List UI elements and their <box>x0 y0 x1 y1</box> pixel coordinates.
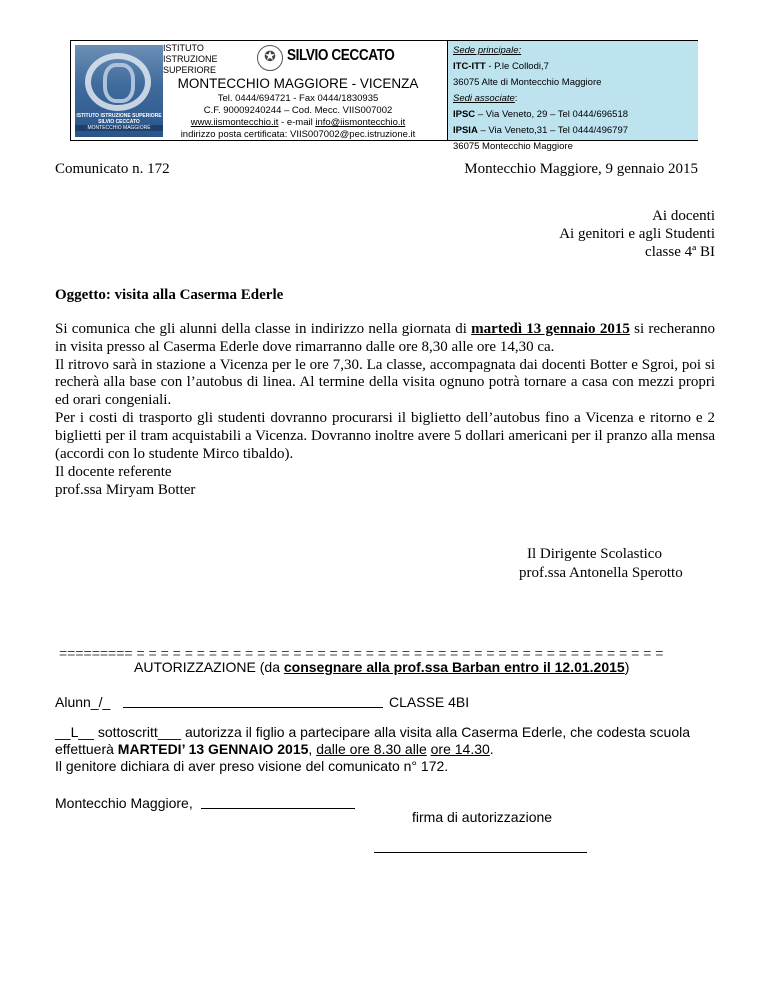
alunno-label: Alunn_/_ <box>55 694 111 710</box>
place-date: Montecchio Maggiore, 9 gennaio 2015 <box>464 161 698 177</box>
signature-field[interactable] <box>374 852 587 853</box>
recipient-line: Ai genitori e agli Studenti <box>559 226 715 242</box>
school-phone: Tel. 0444/694721 - Fax 0444/1830935 <box>217 93 379 104</box>
paragraph: Si comunica che gli alunni della classe in indirizzo nella giornata di martedì 13 gennaio 2015 si recheranno in visita presso al Caserma Ederle dove rimarranno dalle ore 8,30 alle ore 14,30 ca. <box>55 321 716 355</box>
itc-city: 36075 Alte di Montecchio Maggiore <box>453 77 602 88</box>
school-town: MONTECCHIO MAGGIORE - VICENZA <box>177 76 419 91</box>
ipsia-city: 36075 Montecchio Maggiore <box>453 141 573 152</box>
school-contacts <box>163 117 433 129</box>
sedi-panel: Sede principale: ITC-ITT - P.le Collodi,7 36075 Alte di Montecchio Maggiore Sedi associate: IPSC – Via Veneto, 29 – Tel 0444/696518 IPSIA – Via Veneto,31 – Tel 0444/496797 36075 Montecchio Maggiore <box>447 41 698 140</box>
letterhead <box>70 40 698 152</box>
school-logo <box>75 45 163 137</box>
istituto-line: ISTRUZIONE <box>163 54 218 64</box>
visit-date: martedì 13 gennaio 2015 <box>471 321 630 337</box>
ipsia-address: – Via Veneto,31 – Tel 0444/496797 <box>477 125 629 136</box>
logo-caption: ISTITUTO ISTRUZIONE SUPERIORE SILVIO CECCATO <box>76 113 162 125</box>
ipsc-address: – Via Veneto, 29 – Tel 0444/696518 <box>475 109 629 120</box>
communication-number: Comunicato n. 172 <box>55 161 170 177</box>
school-cf: C.F. 90009240244 – Cod. Mecc. VIIS007002 <box>203 105 393 116</box>
form-deadline: consegnare alla prof.ssa Barban entro il 12.01.2015 <box>283 659 625 675</box>
istituto-line: ISTITUTO <box>163 43 204 53</box>
separator-line: ========= = = = = = = = = = = = = = = = = = = = = = = = = = = = = = = = = = = = = = = = = = = = = <box>59 645 664 661</box>
place-label: Montecchio Maggiore, <box>55 795 193 811</box>
email-link[interactable]: info@iismontecchio.it <box>315 117 406 128</box>
authorization-text <box>55 724 690 775</box>
authorization-line: effettuerà MARTEDI’ 13 GENNAIO 2015, dalle ore 8.30 alle ore 14.30. <box>55 741 494 757</box>
classe-label: CLASSE 4BI <box>389 694 470 710</box>
logo-caption-town: MONTECCHIO MAGGIORE <box>75 125 163 131</box>
alunno-name-field[interactable] <box>123 707 383 708</box>
form-title: AUTORIZZAZIONE (da consegnare alla prof.ssa Barban entro il 12.01.2015) <box>134 659 630 675</box>
school-name: SILVIO CECCATO <box>287 47 395 64</box>
ipsc-label: IPSC <box>453 109 476 120</box>
logo-swirl-inner <box>103 63 135 103</box>
sedi-associate-label: Sedi associate <box>453 93 515 104</box>
paragraph: Per i costi di trasporto gli studenti dovranno procurarsi il biglietto dell’autobus fino a Vicenza e ritorno e 2 biglietti per il tram acquistabili a Vicenza. Dovranno inoltre avere 5 dollari americani per il pranzo alla mensa (accordi con lo studente Mirco tibaldo). <box>55 409 715 462</box>
republic-emblem-icon: ✪ <box>257 45 283 71</box>
referente-name: prof.ssa Miryam Botter <box>55 482 196 498</box>
itc-address: - P.le Collodi,7 <box>485 61 549 72</box>
website-link[interactable]: www.iismontecchio.it <box>190 117 279 128</box>
school-pec: indirizzo posta certificata: VIIS007002@pec.istruzione.it <box>180 129 416 140</box>
email-prefix: - e-mail <box>278 117 316 128</box>
sede-principale-label: Sede principale: <box>453 45 522 56</box>
signature-label: firma di autorizzazione <box>412 809 553 825</box>
istituto-label <box>163 43 218 76</box>
recipients <box>559 207 715 261</box>
authorization-line: Il genitore dichiara di aver preso visione del comunicato n° 172. <box>55 758 449 774</box>
authorization-line: __L__ sottoscritt___ autorizza il figlio a partecipare alla visita alla Caserma Ederle, che codesta scuola <box>55 724 691 740</box>
subject: Oggetto: visita alla Caserma Ederle <box>55 287 284 303</box>
referente-label: Il docente referente <box>55 464 172 480</box>
ipsia-label: IPSIA <box>453 125 478 136</box>
paragraph: Il ritrovo sarà in stazione a Vicenza per le ore 7,30. La classe, accompagnata dai docenti Botter e Sgroi, poi si recherà alla base con l’autobus di linea. Al termine della visita ognuno potrà tornare a casa con mezzi propri ed orari congeniali. <box>55 356 715 409</box>
authorization-date: MARTEDI’ 13 GENNAIO 2015 <box>117 741 309 757</box>
communication-body <box>55 321 715 463</box>
date-field[interactable] <box>201 808 355 809</box>
referente-block <box>55 463 195 499</box>
recipient-line: classe 4ª BI <box>645 244 715 260</box>
recipient-line: Ai docenti <box>652 208 715 224</box>
dirigente-name: prof.ssa Antonella Sperotto <box>519 565 683 581</box>
istituto-line: SUPERIORE <box>163 65 217 75</box>
dirigente-label: Il Dirigente Scolastico <box>527 546 662 562</box>
dirigente-block <box>519 545 683 583</box>
itc-label: ITC-ITT <box>453 61 486 72</box>
